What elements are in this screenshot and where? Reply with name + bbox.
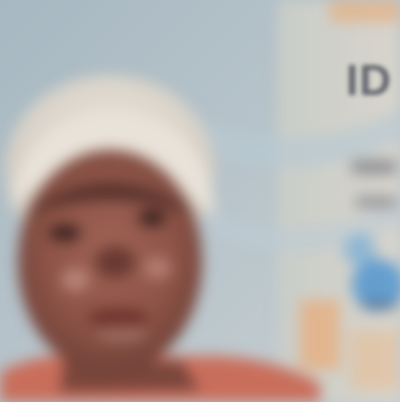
left-eye [49, 225, 81, 241]
card-accent-orange [300, 300, 340, 370]
nose [95, 246, 135, 278]
card-id-label: ID [346, 56, 392, 105]
mouth [88, 308, 148, 328]
right-eye [138, 210, 166, 226]
